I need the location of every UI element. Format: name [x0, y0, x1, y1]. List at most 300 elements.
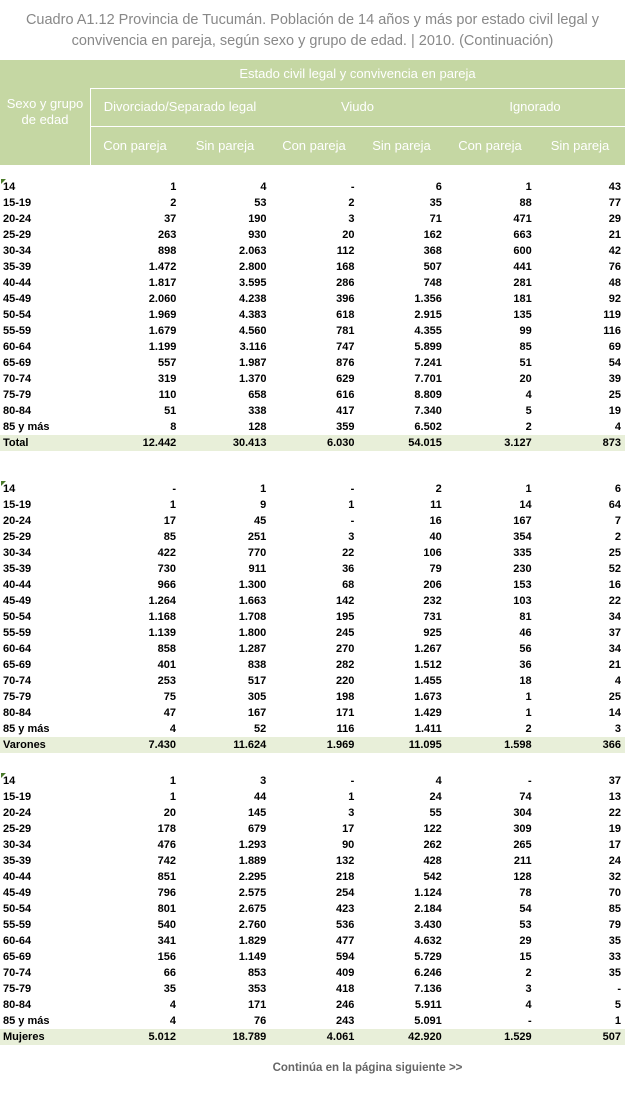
table-cell: 3 [260, 775, 267, 787]
table-cell: 858 [157, 643, 177, 655]
row-label [0, 625, 93, 641]
row-label-text: 50-54 [3, 611, 32, 623]
row-label [0, 981, 93, 997]
table-row [0, 195, 625, 211]
subcolumn-header: Con pareja [282, 138, 346, 153]
total-row [0, 1029, 625, 1045]
category-header-ignorado: Ignorado [509, 99, 561, 114]
table-cell: 1.673 [414, 691, 442, 703]
table-row [0, 641, 625, 657]
table-cell: 254 [335, 887, 355, 899]
table-cell: 37 [608, 627, 621, 639]
table-cell: 15 [519, 951, 532, 963]
table-cell: 4 [169, 1015, 177, 1027]
header-divider [90, 126, 625, 127]
total-row [0, 435, 625, 451]
table-cell: 286 [336, 277, 355, 289]
row-label [0, 339, 93, 355]
table-cell: 1.124 [414, 887, 442, 899]
table-cell: 319 [157, 373, 177, 385]
table-cell: - [350, 775, 355, 787]
table-cell: 42.920 [358, 1029, 445, 1045]
table-cell: 24 [429, 791, 442, 803]
table-cell: 32 [608, 871, 621, 883]
row-label [0, 965, 93, 981]
row-label-header: Sexo y grupo de edad [6, 96, 84, 127]
row-label-text: 25-29 [3, 229, 32, 241]
row-label [0, 641, 93, 657]
table-cell: 2 [614, 531, 621, 543]
table-cell: 53 [254, 197, 267, 209]
table-cell: 1.598 [446, 737, 536, 753]
table-cell: 17 [608, 839, 621, 851]
table-cell: 4 [435, 775, 442, 787]
table-cell: 1.529 [446, 1029, 536, 1045]
table-cell: 37 [608, 775, 621, 787]
row-label [0, 593, 93, 609]
table-cell: 243 [335, 1015, 355, 1027]
row-label [0, 821, 93, 837]
table-cell: 51 [164, 405, 177, 417]
row-label-text: 14 [3, 775, 16, 787]
table-row [0, 1013, 625, 1029]
table-cell: 517 [247, 675, 267, 687]
table-cell: 1.264 [148, 595, 177, 607]
section-mujeres-table [0, 773, 625, 1045]
table-cell: 925 [423, 627, 442, 639]
table-cell: 1 [260, 483, 267, 495]
row-label-text: 40-44 [3, 579, 32, 591]
row-label-text: 80-84 [3, 707, 32, 719]
row-label [0, 259, 93, 275]
table-cell: 36 [519, 659, 532, 671]
table-cell: 230 [513, 563, 532, 575]
table-cell: 22 [342, 547, 355, 559]
table-cell: 33 [608, 951, 621, 963]
subcolumn-header: Con pareja [103, 138, 167, 153]
row-label [0, 371, 93, 387]
row-label-text: 80-84 [3, 405, 32, 417]
table-cell: 5.911 [414, 999, 442, 1011]
table-cell: 74 [519, 791, 532, 803]
row-label [0, 773, 93, 789]
row-label-text: Mujeres [3, 1031, 45, 1043]
table-cell: 476 [157, 839, 177, 851]
table-cell: 18 [519, 675, 532, 687]
row-label-text: 30-34 [3, 245, 32, 257]
table-cell: 70 [608, 887, 621, 899]
row-label [0, 853, 93, 869]
table-row [0, 689, 625, 705]
table-cell: 618 [336, 309, 355, 321]
table-cell: 6 [614, 483, 621, 495]
table-cell: 7.136 [414, 983, 442, 995]
row-label [0, 355, 93, 371]
table-cell: 13 [608, 791, 621, 803]
table-cell: 5 [614, 999, 621, 1011]
row-label-text: 45-49 [3, 595, 32, 607]
table-cell: 262 [423, 839, 442, 851]
table-cell: 507 [423, 261, 442, 273]
table-cell: 2.675 [238, 903, 267, 915]
table-cell: 167 [513, 515, 532, 527]
table-cell: 211 [513, 855, 532, 867]
row-label [0, 689, 93, 705]
table-cell: 282 [335, 659, 355, 671]
table-cell: 251 [247, 531, 267, 543]
table-cell: 25 [608, 389, 621, 401]
row-label [0, 721, 93, 737]
table-cell: 898 [157, 245, 177, 257]
table-cell: 966 [157, 579, 177, 591]
table-cell: 78 [519, 887, 532, 899]
row-label [0, 609, 93, 625]
table-row [0, 917, 625, 933]
row-label-text: 70-74 [3, 373, 32, 385]
table-cell: 220 [335, 675, 355, 687]
table-cell: 47 [163, 707, 177, 719]
table-cell: 3 [348, 213, 355, 225]
table-cell: 368 [423, 245, 442, 257]
table-title: Cuadro A1.12 Provincia de Tucumán. Población de 14 años y más por estado civil legal y convivencia en pareja, según sexo y grupo de edad. | 2010. (Continuación) [25, 12, 600, 49]
table-row [0, 789, 625, 805]
table-row [0, 885, 625, 901]
row-label [0, 705, 93, 721]
table-cell: 471 [513, 213, 532, 225]
table-cell: 594 [335, 951, 355, 963]
table-cell: 218 [335, 871, 355, 883]
table-cell: 6.502 [414, 421, 442, 433]
table-cell: 2 [525, 421, 532, 433]
table-cell: 162 [423, 229, 442, 241]
table-cell: 34 [608, 643, 621, 655]
table-cell: 110 [158, 389, 177, 401]
row-label-text: 20-24 [3, 515, 32, 527]
table-row [0, 805, 625, 821]
table-cell: 366 [536, 737, 625, 753]
table-cell: 2.575 [238, 887, 267, 899]
table-cell: 1.149 [238, 951, 267, 963]
table-cell: 281 [513, 277, 532, 289]
table-cell: 19 [608, 823, 621, 835]
table-cell: 7.340 [414, 405, 442, 417]
table-cell: 11.624 [180, 737, 270, 753]
table-cell: 6 [435, 181, 442, 193]
table-cell: 5 [525, 405, 532, 417]
table-cell: 796 [157, 887, 177, 899]
table-cell: 1.987 [239, 357, 267, 369]
row-label [0, 577, 93, 593]
table-cell: 1.829 [238, 935, 267, 947]
row-label [0, 933, 93, 949]
table-cell: 5.729 [414, 951, 442, 963]
table-row [0, 227, 625, 243]
table-row [0, 561, 625, 577]
table-cell: 206 [423, 579, 442, 591]
table-row [0, 513, 625, 529]
table-cell: 22 [608, 807, 621, 819]
table-row [0, 497, 625, 513]
table-cell: 2.915 [414, 309, 442, 321]
table-cell: 1 [348, 499, 355, 511]
table-cell: 156 [157, 951, 177, 963]
row-label-text: 55-59 [3, 627, 32, 639]
table-row [0, 901, 625, 917]
row-label-text: 75-79 [3, 691, 32, 703]
table-cell: 2 [435, 483, 442, 495]
row-label [0, 291, 93, 307]
row-label [0, 323, 93, 339]
row-label [0, 869, 93, 885]
table-row [0, 545, 625, 561]
table-cell: 1.708 [238, 611, 267, 623]
table-cell: 1.969 [270, 737, 358, 753]
table-cell: 2 [525, 967, 532, 979]
table-cell: 119 [603, 309, 621, 321]
table-cell: 2.063 [239, 245, 267, 257]
table-cell: 35 [608, 967, 621, 979]
table-cell: 181 [513, 293, 532, 305]
table-cell: 2 [170, 197, 177, 209]
row-label-text: 70-74 [3, 967, 32, 979]
table-cell: 304 [513, 807, 532, 819]
table-row [0, 981, 625, 997]
table-cell: 43 [608, 181, 621, 193]
row-label-text: 25-29 [3, 531, 32, 543]
row-label [0, 481, 93, 497]
table-cell: 4.355 [414, 325, 442, 337]
table-cell: 36 [342, 563, 355, 575]
table-cell: 801 [157, 903, 177, 915]
table-cell: 7.430 [93, 737, 180, 753]
table-cell: 663 [513, 229, 532, 241]
row-label [0, 211, 93, 227]
row-label-text: 35-39 [3, 563, 32, 575]
table-cell: 2.800 [239, 261, 267, 273]
table-row [0, 307, 625, 323]
table-cell: 270 [335, 643, 355, 655]
row-label [0, 545, 93, 561]
table-cell: 24 [608, 855, 621, 867]
row-label [0, 673, 93, 689]
table-cell: 75 [163, 691, 177, 703]
section-total-table [0, 179, 625, 451]
table-row [0, 837, 625, 853]
row-label-text: 40-44 [3, 871, 32, 883]
table-cell: 53 [519, 919, 532, 931]
row-label-text: 55-59 [3, 919, 32, 931]
row-label-text: 15-19 [3, 197, 32, 209]
cell-marker-icon [1, 481, 6, 486]
table-cell: 1 [525, 707, 532, 719]
table-row [0, 949, 625, 965]
row-label [0, 387, 93, 403]
table-cell: 4.560 [239, 325, 267, 337]
table-cell: 29 [608, 213, 621, 225]
table-cell: 748 [423, 277, 442, 289]
table-cell: 4 [614, 421, 621, 433]
table-cell: 19 [608, 405, 621, 417]
table-cell: 103 [513, 595, 532, 607]
row-label-text: 30-34 [3, 839, 32, 851]
row-label [0, 307, 93, 323]
table-row [0, 821, 625, 837]
table-cell: 16 [429, 515, 442, 527]
table-cell: 253 [157, 675, 177, 687]
table-cell: 4.632 [414, 935, 442, 947]
row-label [0, 1029, 93, 1045]
table-cell: 4 [260, 181, 267, 193]
table-cell: 731 [423, 611, 442, 623]
table-row [0, 371, 625, 387]
table-cell: 2.060 [148, 293, 177, 305]
table-cell: 168 [336, 261, 355, 273]
table-cell: 20 [342, 229, 355, 241]
table-cell: 536 [335, 919, 355, 931]
group-header: Estado civil legal y convivencia en pareja [239, 66, 476, 81]
table-row [0, 259, 625, 275]
table-cell: 178 [157, 823, 177, 835]
table-cell: 7.241 [414, 357, 442, 369]
table-cell: 557 [157, 357, 177, 369]
table-cell: 7 [614, 515, 621, 527]
row-label [0, 419, 93, 435]
table-cell: 14 [608, 707, 621, 719]
row-label [0, 513, 93, 529]
table-cell: 79 [429, 563, 442, 575]
row-label [0, 529, 93, 545]
table-cell: - [172, 483, 177, 495]
table-cell: 54 [519, 903, 532, 915]
table-cell: 35 [608, 935, 621, 947]
table-cell: 1.168 [148, 611, 177, 623]
table-cell: 629 [336, 373, 355, 385]
table-cell: 853 [247, 967, 267, 979]
table-row [0, 869, 625, 885]
row-label-text: 45-49 [3, 293, 32, 305]
table-cell: 5.012 [93, 1029, 180, 1045]
table-cell: - [617, 983, 621, 995]
table-row [0, 593, 625, 609]
table-cell: 851 [157, 871, 177, 883]
table-cell: - [350, 515, 355, 527]
row-label-text: 75-79 [3, 983, 32, 995]
table-cell: 79 [608, 919, 621, 931]
row-label [0, 435, 93, 451]
table-cell: 245 [335, 627, 355, 639]
table-cell: 116 [603, 325, 621, 337]
table-cell: 11 [430, 499, 442, 511]
table-cell: 3.430 [414, 919, 442, 931]
table-cell: 6.246 [414, 967, 442, 979]
table-cell: 1 [170, 181, 177, 193]
table-row [0, 179, 625, 195]
table-cell: 338 [248, 405, 267, 417]
table-cell: 441 [513, 261, 532, 273]
row-label [0, 403, 93, 419]
row-label-text: 60-64 [3, 935, 32, 947]
row-label-text: 65-69 [3, 951, 32, 963]
table-cell: 52 [608, 563, 621, 575]
table-cell: 770 [247, 547, 267, 559]
row-label [0, 1013, 93, 1029]
table-cell: 81 [519, 611, 532, 623]
row-label [0, 901, 93, 917]
table-cell: 8 [170, 421, 177, 433]
table-row [0, 291, 625, 307]
table-cell: 128 [513, 871, 532, 883]
table-cell: 8.809 [414, 389, 442, 401]
table-cell: 25 [608, 547, 621, 559]
table-cell: 135 [513, 309, 532, 321]
table-cell: 359 [336, 421, 355, 433]
table-cell: 190 [248, 213, 267, 225]
table-row [0, 625, 625, 641]
table-cell: 2 [525, 723, 532, 735]
table-cell: 4.383 [239, 309, 267, 321]
table-cell: 54 [608, 357, 621, 369]
category-header-divorciado: Divorciado/Separado legal [103, 99, 257, 114]
table-cell: 11.095 [358, 737, 445, 753]
table-cell: 44 [254, 791, 267, 803]
table-cell: 20 [163, 807, 177, 819]
table-cell: 507 [536, 1029, 625, 1045]
table-cell: 4.061 [270, 1029, 358, 1045]
table-cell: 90 [342, 839, 355, 851]
table-cell: 6.030 [271, 435, 359, 451]
table-cell: 167 [247, 707, 267, 719]
table-cell: 1 [169, 791, 177, 803]
table-cell: 246 [335, 999, 355, 1011]
cell-marker-icon [1, 773, 6, 778]
row-label-text: Total [3, 437, 29, 449]
table-row [0, 481, 625, 497]
table-cell: 21 [608, 659, 621, 671]
table-cell: 1 [348, 791, 355, 803]
table-cell: - [350, 483, 355, 495]
table-cell: 1.800 [238, 627, 267, 639]
table-cell: 3 [614, 723, 621, 735]
table-cell: 4 [169, 723, 177, 735]
table-row [0, 339, 625, 355]
table-cell: 3.116 [239, 341, 267, 353]
table-cell: 29 [519, 935, 532, 947]
table-cell: 1.429 [414, 707, 442, 719]
table-cell: 88 [519, 197, 532, 209]
table-cell: 66 [163, 967, 177, 979]
table-cell: 25 [608, 691, 621, 703]
row-label-text: 15-19 [3, 791, 32, 803]
row-label-text: 80-84 [3, 999, 32, 1011]
table-cell: 9 [260, 499, 267, 511]
table-row [0, 243, 625, 259]
table-cell: 1.300 [238, 579, 267, 591]
table-cell: 122 [423, 823, 442, 835]
table-cell: 1.411 [414, 723, 442, 735]
table-cell: 1.455 [414, 675, 442, 687]
table-cell: 4.238 [239, 293, 267, 305]
row-label [0, 497, 93, 513]
table-cell: 51 [519, 357, 532, 369]
table-row [0, 965, 625, 981]
table-cell: 142 [335, 595, 355, 607]
subcolumn-header: Sin pareja [372, 138, 431, 153]
table-cell: 730 [157, 563, 177, 575]
cell-marker-icon [1, 179, 6, 184]
row-label-text: 14 [3, 181, 16, 193]
table-cell: 4 [525, 389, 532, 401]
section-varones-table [0, 481, 625, 753]
